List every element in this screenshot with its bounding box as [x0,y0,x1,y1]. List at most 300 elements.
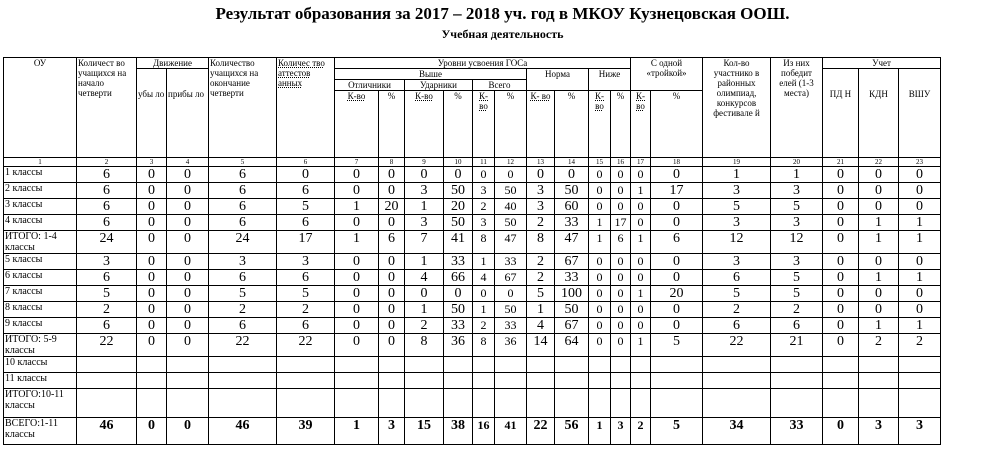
table-cell: 0 [859,199,899,215]
table-cell: 0 [611,199,631,215]
table-cell: 0 [137,254,167,270]
table-cell: 5 [77,286,137,302]
row-label: ИТОГО: 5-9 классы [4,334,77,357]
table-cell: 0 [473,286,495,302]
table-cell: 0 [495,286,527,302]
table-cell [859,389,899,418]
table-cell: 6 [209,183,277,199]
table-cell: 0 [823,254,859,270]
table-cell: 22 [277,334,335,357]
table-cell: 0 [589,254,611,270]
table-cell: 1 [631,183,651,199]
table-cell: 0 [899,199,941,215]
table-cell: 0 [379,318,405,334]
page-title: Результат образования за 2017 – 2018 уч. год в МКОУ Кузнецовская ООШ. [215,4,790,23]
column-number-cell: 14 [555,158,589,167]
table-cell: 1 [631,334,651,357]
table-cell: 66 [444,270,473,286]
table-cell: 1 [899,215,941,231]
table-cell: 2 [899,334,941,357]
row-label: ИТОГО: 1-4 классы [4,231,77,254]
column-number-cell: 17 [631,158,651,167]
table-cell: 2 [527,215,555,231]
table-cell: 0 [631,302,651,318]
table-cell [589,373,611,389]
table-cell [277,373,335,389]
table-cell [444,357,473,373]
row-label: 5 классы [4,254,77,270]
col-header-gos-levels: Уровни усвоения ГОСа [335,58,631,69]
column-number-cell: 11 [473,158,495,167]
table-cell: 5 [277,286,335,302]
table-cell: 20 [444,199,473,215]
table-cell [703,389,771,418]
col-header-winners: Из них победит елей (1-3 места) [771,58,823,158]
table-cell: 16 [473,418,495,445]
table-cell: 6 [77,270,137,286]
col-header-one-three: С одной «тройкой» [631,58,703,91]
table-cell: 67 [555,254,589,270]
table-cell: 0 [611,254,631,270]
table-cell: 33 [495,318,527,334]
col-header-norm: Норма [527,69,589,91]
table-cell: 6 [277,270,335,286]
table-cell: 0 [137,418,167,445]
table-cell [527,373,555,389]
table-cell: 46 [77,418,137,445]
table-cell: 24 [77,231,137,254]
table-cell: 36 [495,334,527,357]
col-header-good-kvo-text: К-во [415,91,433,101]
table-cell: 14 [527,334,555,357]
table-cell: 0 [823,199,859,215]
table-cell: 0 [137,318,167,334]
table-cell: 1 [405,302,444,318]
table-cell [379,373,405,389]
table-cell [137,373,167,389]
table-cell [631,357,651,373]
table-cell: 0 [899,302,941,318]
column-number-cell: 16 [611,158,631,167]
table-cell: 0 [379,302,405,318]
column-number-cell: 9 [405,158,444,167]
table-cell [899,357,941,373]
table-cell: 0 [859,254,899,270]
row-label: ВСЕГО:1-11 классы [4,418,77,445]
table-cell [495,357,527,373]
row-label: 4 классы [4,215,77,231]
table-cell: 0 [589,318,611,334]
table-cell: 0 [823,418,859,445]
table-cell [77,357,137,373]
column-number-cell: 4 [167,158,209,167]
row-label: 1 классы [4,167,77,183]
table-cell: 0 [823,302,859,318]
table-cell [277,357,335,373]
table-cell: 1 [335,231,379,254]
table-cell: 6 [611,231,631,254]
table-cell [495,389,527,418]
column-number-cell: 20 [771,158,823,167]
table-cell: 24 [209,231,277,254]
table-cell: 0 [589,286,611,302]
table-cell: 6 [277,215,335,231]
table-cell: 6 [703,318,771,334]
col-header-excellent: Отличники [335,80,405,91]
table-cell: 3 [771,215,823,231]
col-header-excellent-kvo [335,91,379,158]
table-cell: 20 [379,199,405,215]
table-cell: 0 [823,286,859,302]
table-cell: 50 [444,215,473,231]
table-cell [379,357,405,373]
col-header-arrived-text: прибы ло [168,89,204,99]
table-cell: 2 [209,302,277,318]
table-cell: 64 [555,334,589,357]
table-cell: 5 [703,199,771,215]
col-header-kdn-text: КДН [869,89,888,99]
table-cell [555,373,589,389]
table-cell: 0 [379,215,405,231]
table-cell: 0 [335,167,379,183]
table-cell: 3 [703,215,771,231]
table-cell: 50 [495,215,527,231]
column-number-cell: 6 [277,158,335,167]
table-cell [555,357,589,373]
table-cell: 0 [167,199,209,215]
table-cell: 5 [209,286,277,302]
table-cell: 0 [631,215,651,231]
table-cell: 0 [167,231,209,254]
table-cell: 3 [77,254,137,270]
column-number-cell: 10 [444,158,473,167]
column-number-row-group [4,158,941,167]
table-cell: 50 [444,302,473,318]
table-cell: 5 [771,199,823,215]
table-cell [405,357,444,373]
table-cell: 38 [444,418,473,445]
table-cell: 0 [823,183,859,199]
table-cell [771,389,823,418]
table-cell [277,389,335,418]
table-cell [771,373,823,389]
table-cell: 1 [335,418,379,445]
table-cell: 6 [209,215,277,231]
table-cell [495,373,527,389]
table-cell: 3 [771,254,823,270]
col-header-good-pct: % [444,91,473,158]
table-cell: 56 [555,418,589,445]
table-cell: 8 [527,231,555,254]
col-header-pdn [823,69,859,158]
table-cell: 0 [335,302,379,318]
table-cell: 0 [335,318,379,334]
table-cell: 1 [335,199,379,215]
table-cell: 0 [651,318,703,334]
table-cell: 0 [899,254,941,270]
table-cell: 100 [555,286,589,302]
table-cell: 6 [77,183,137,199]
table-cell: 6 [771,318,823,334]
table-cell: 8 [473,334,495,357]
col-header-below-pct: % [611,91,631,158]
column-number-cell: 23 [899,158,941,167]
table-cell [137,389,167,418]
table-cell: 34 [703,418,771,445]
table-cell: 0 [405,286,444,302]
table-cell: 50 [555,183,589,199]
table-cell [137,357,167,373]
table-cell: 3 [899,418,941,445]
table-cell [527,389,555,418]
table-row [4,389,941,418]
table-cell: 3 [527,199,555,215]
table-cell: 0 [631,167,651,183]
table-cell [651,389,703,418]
table-cell: 0 [611,334,631,357]
table-cell: 0 [651,167,703,183]
table-cell: 1 [899,270,941,286]
table-cell: 0 [589,183,611,199]
table-cell: 33 [444,318,473,334]
table-cell: 7 [405,231,444,254]
col-header-good-kvo [405,91,444,158]
table-cell [611,357,631,373]
table-cell: 2 [631,418,651,445]
col-header-vshu-text: ВШУ [908,89,931,99]
results-table [3,57,941,445]
table-cell: 1 [589,215,611,231]
col-header-certified-text: Количес тво аттестов анных [278,58,325,88]
col-header-good: Ударники [405,80,473,91]
table-cell [527,357,555,373]
column-number-cell: 21 [823,158,859,167]
table-cell: 33 [555,215,589,231]
col-header-one-three-kvo [631,91,651,158]
table-cell: 0 [823,215,859,231]
column-number-cell: 8 [379,158,405,167]
table-row [4,418,941,445]
table-cell: 3 [379,418,405,445]
column-number-cell: 13 [527,158,555,167]
table-cell [473,357,495,373]
table-cell: 0 [137,183,167,199]
table-cell: 41 [495,418,527,445]
col-header-ou: ОУ [4,58,77,158]
table-cell [335,373,379,389]
table-cell: 0 [167,318,209,334]
table-cell: 0 [335,215,379,231]
table-cell: 0 [589,167,611,183]
col-header-start-count: Количест во учащихся на начало четверти [77,58,137,158]
table-cell: 4 [405,270,444,286]
table-cell [589,389,611,418]
table-cell: 17 [611,215,631,231]
table-cell: 0 [495,167,527,183]
table-cell: 3 [405,183,444,199]
table-cell: 0 [651,199,703,215]
table-cell: 8 [473,231,495,254]
table-cell: 6 [209,199,277,215]
table-cell [209,389,277,418]
table-cell: 6 [77,318,137,334]
table-cell: 1 [899,231,941,254]
table-cell: 3 [611,418,631,445]
table-cell: 1 [589,418,611,445]
col-header-left [137,69,167,158]
table-cell: 22 [209,334,277,357]
column-number-cell: 12 [495,158,527,167]
table-cell: 40 [495,199,527,215]
table-cell [611,389,631,418]
table-cell: 50 [444,183,473,199]
col-header-kdn [859,69,899,158]
table-cell: 60 [555,199,589,215]
table-cell: 12 [703,231,771,254]
table-cell [859,373,899,389]
col-header-excellent-pct: % [379,91,405,158]
table-cell: 3 [859,418,899,445]
table-cell: 5 [651,418,703,445]
table-cell: 2 [771,302,823,318]
table-cell: 50 [555,302,589,318]
table-cell: 1 [589,231,611,254]
table-cell: 6 [277,183,335,199]
table-cell: 67 [555,318,589,334]
table-cell [77,373,137,389]
table-cell: 33 [495,254,527,270]
table-cell [167,389,209,418]
column-number-row [4,158,941,167]
data-rows [4,167,941,445]
table-cell [405,389,444,418]
table-cell: 0 [823,334,859,357]
table-cell: 0 [405,167,444,183]
table-cell [444,389,473,418]
table-cell: 3 [277,254,335,270]
table-cell: 1 [859,231,899,254]
table-cell: 0 [167,183,209,199]
table-cell: 0 [379,254,405,270]
table-cell: 41 [444,231,473,254]
table-cell [589,357,611,373]
table-row [4,302,941,318]
table-cell: 0 [823,231,859,254]
table-cell: 22 [77,334,137,357]
table-cell: 0 [611,286,631,302]
table-cell: 0 [137,334,167,357]
table-cell: 4 [473,270,495,286]
table-cell: 21 [771,334,823,357]
table-cell: 22 [527,418,555,445]
table-cell: 1 [771,167,823,183]
col-header-total: Всего [473,80,527,91]
table-cell: 0 [473,167,495,183]
table-row [4,373,941,389]
column-number-cell: 18 [651,158,703,167]
row-label: 6 классы [4,270,77,286]
table-cell [823,389,859,418]
column-number-cell: 15 [589,158,611,167]
col-header-left-text: убы ло [138,89,165,99]
table-cell: 8 [405,334,444,357]
table-cell: 0 [167,215,209,231]
table-cell: 0 [335,270,379,286]
row-label: 9 классы [4,318,77,334]
table-cell [631,389,651,418]
table-cell [651,357,703,373]
table-cell: 0 [167,270,209,286]
row-label: 2 классы [4,183,77,199]
table-cell [473,373,495,389]
table-cell: 6 [209,167,277,183]
page-subtitle: Учебная деятельность [441,27,564,41]
table-cell: 47 [555,231,589,254]
col-header-norm-kvo [527,91,555,158]
table-cell: 0 [859,286,899,302]
table-cell: 0 [335,254,379,270]
table-cell: 0 [167,286,209,302]
column-number-cell: 3 [137,158,167,167]
table-cell: 0 [631,318,651,334]
table-cell: 6 [77,199,137,215]
col-header-above: Выше [335,69,527,80]
row-label: 8 классы [4,302,77,318]
table-cell: 5 [527,286,555,302]
table-cell [167,357,209,373]
table-cell [703,357,771,373]
table-cell: 0 [527,167,555,183]
table-cell: 15 [405,418,444,445]
table-cell: 0 [859,302,899,318]
col-header-norm-kvo-text: К- во [530,91,551,101]
table-cell: 0 [651,254,703,270]
table-cell: 0 [379,270,405,286]
table-cell: 1 [859,270,899,286]
col-header-below: Ниже [589,69,631,91]
table-cell: 5 [771,286,823,302]
table-cell [771,357,823,373]
table-cell: 1 [405,199,444,215]
column-number-cell: 22 [859,158,899,167]
table-cell: 2 [859,334,899,357]
table-cell: 33 [771,418,823,445]
table-cell: 0 [611,302,631,318]
table-cell: 2 [703,302,771,318]
column-number-cell: 5 [209,158,277,167]
row-label: 10 классы [4,357,77,373]
table-cell: 5 [277,199,335,215]
table-cell: 5 [771,270,823,286]
table-cell: 0 [137,270,167,286]
table-cell: 36 [444,334,473,357]
table-cell: 2 [405,318,444,334]
table-row [4,183,941,199]
table-cell: 0 [859,167,899,183]
col-header-total-kvo [473,91,495,158]
col-header-one-three-pct: % [651,91,703,158]
col-header-record: Учет [823,58,941,69]
table-cell: 6 [209,318,277,334]
table-cell [899,389,941,418]
table-cell [859,357,899,373]
table-cell: 0 [631,254,651,270]
table-cell: 3 [209,254,277,270]
table-cell: 0 [611,270,631,286]
table-cell: 20 [651,286,703,302]
table-cell: 50 [495,183,527,199]
table-row [4,254,941,270]
